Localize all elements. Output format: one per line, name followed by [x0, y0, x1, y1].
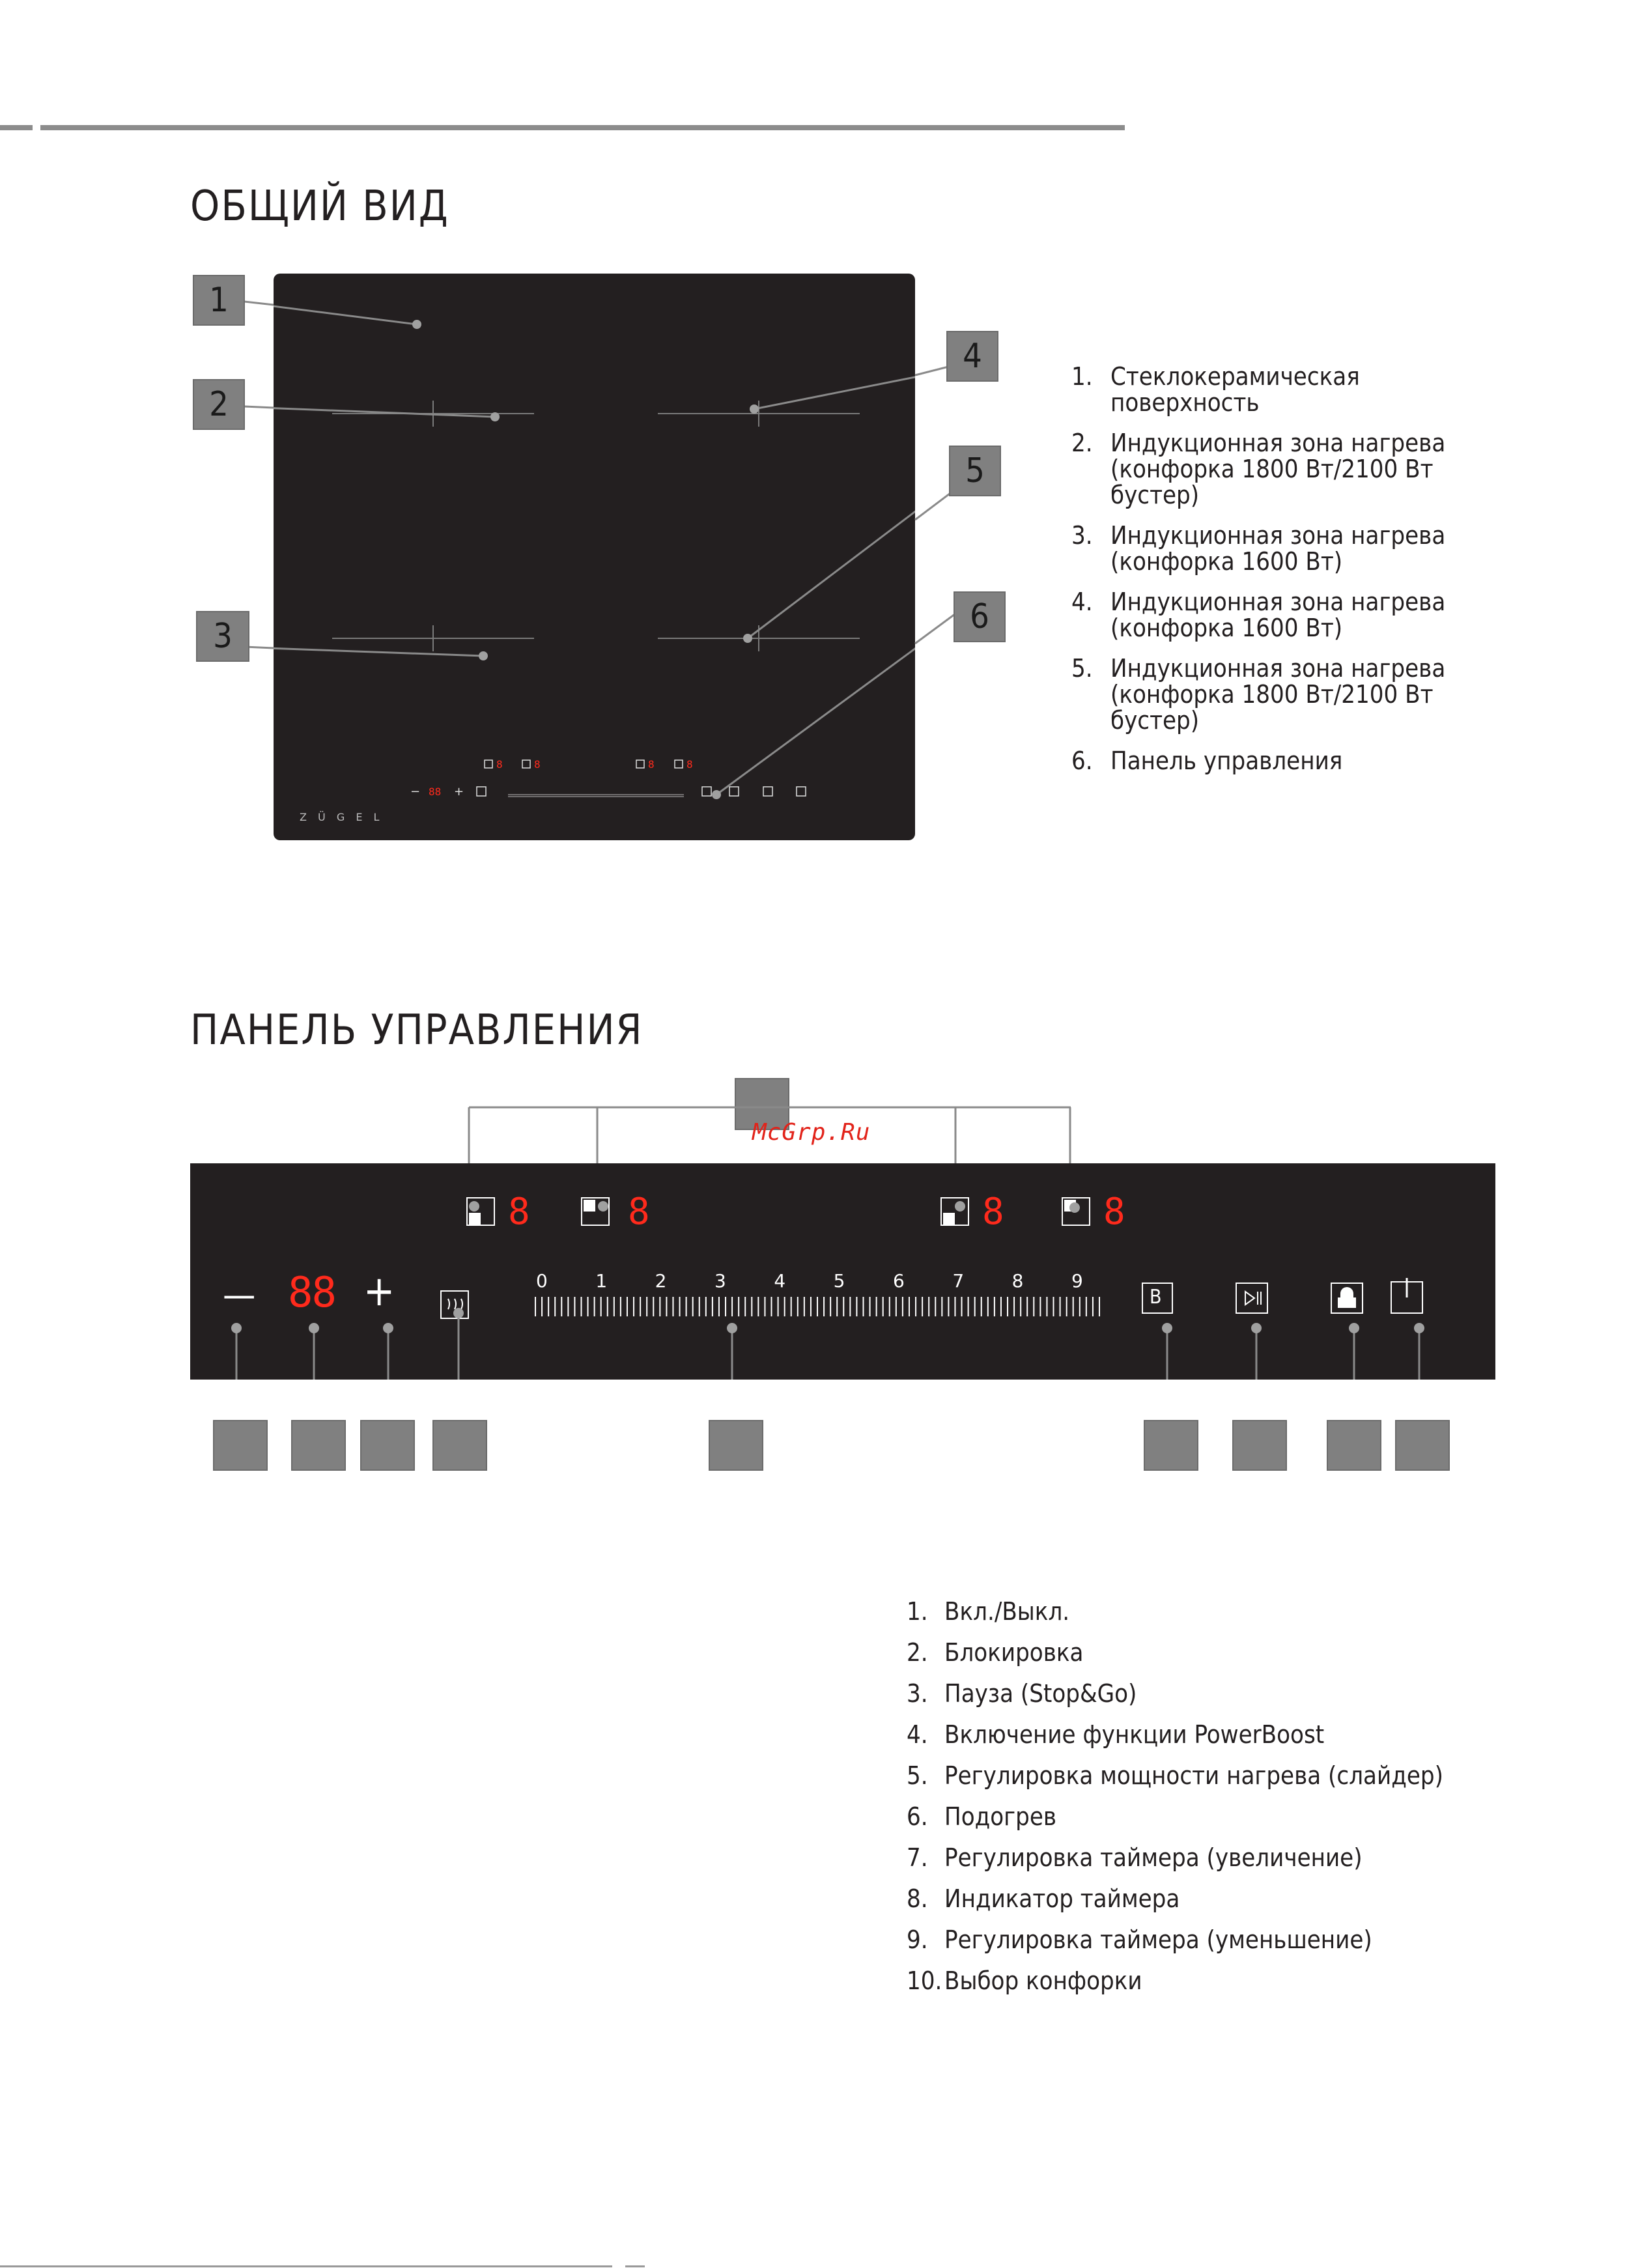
legend-item: 4. Включение функции PowerBoost	[907, 1720, 1325, 1749]
callout-slider	[709, 1420, 763, 1471]
bottom-rule-short	[625, 2265, 645, 2267]
legend-item: 3. Пауза (Stop&Go)	[907, 1679, 1137, 1708]
bottom-rule	[0, 2265, 612, 2267]
legend-item: 7. Регулировка таймера (увеличение)	[907, 1843, 1363, 1872]
svg-text:8: 8	[534, 758, 541, 771]
svg-text:−: −	[410, 785, 421, 799]
timer-minus-button[interactable]: —	[223, 1274, 256, 1316]
svg-text:8: 8	[686, 758, 693, 771]
slider-label: 0	[536, 1270, 548, 1292]
watermark: McGrp.Ru	[752, 1119, 871, 1146]
callout-warming	[432, 1420, 487, 1471]
svg-text:88: 88	[429, 786, 442, 798]
legend-item: 9. Регулировка таймера (уменьшение)	[907, 1925, 1372, 1954]
callout-timer-display	[291, 1420, 346, 1471]
callout-2: 2	[193, 379, 245, 430]
zone-level-1: 8	[508, 1191, 530, 1233]
legend-item: 4. Индукционная зона нагрева (конфорка 1600 Вт)	[1071, 588, 1446, 642]
timer-display: 88	[288, 1269, 336, 1317]
legend-item: 3. Индукционная зона нагрева (конфорка 1600 Вт)	[1071, 521, 1446, 576]
callout-boost	[1144, 1420, 1198, 1471]
slider-labels	[190, 1270, 1495, 1296]
slider-label: 1	[595, 1270, 608, 1292]
callout-lock	[1327, 1420, 1381, 1471]
brand-logo: Z Ü G E L	[300, 811, 384, 823]
timer-plus-button[interactable]: +	[363, 1268, 395, 1316]
legend-item: 5. Индукционная зона нагрева (конфорка 1800 Вт/2100 Вт бустер)	[1071, 654, 1446, 735]
section-title-control-panel: ПАНЕЛЬ УПРАВЛЕНИЯ	[190, 1006, 643, 1055]
callout-power	[1395, 1420, 1450, 1471]
warming-icon	[448, 1299, 462, 1309]
callout-1: 1	[193, 275, 245, 326]
svg-text:8: 8	[496, 758, 503, 771]
slider-label: 6	[893, 1270, 905, 1292]
legend-item: 6. Подогрев	[907, 1802, 1057, 1831]
slider-label: 7	[952, 1270, 965, 1292]
callout-4: 4	[946, 331, 998, 382]
section-title-overview: ОБЩИЙ ВИД	[190, 182, 449, 231]
legend-item: 2. Блокировка	[907, 1638, 1084, 1667]
slider-label: 5	[833, 1270, 845, 1292]
legend-item: 2. Индукционная зона нагрева (конфорка 1800 Вт/2100 Вт бустер)	[1071, 429, 1446, 509]
callout-3: 3	[196, 611, 249, 662]
legend-item: 1. Стеклокерамическая поверхность	[1071, 362, 1360, 417]
zone-level-4: 8	[1103, 1191, 1125, 1233]
legend-item: 8. Индикатор таймера	[907, 1884, 1180, 1913]
legend-item: 5. Регулировка мощности нагрева (слайдер)	[907, 1761, 1443, 1790]
slider-label: 2	[655, 1270, 667, 1292]
legend-item: 10. Выбор конфорки	[907, 1966, 1142, 1995]
zone-level-3: 8	[982, 1191, 1004, 1233]
slider-label: 3	[714, 1270, 726, 1292]
svg-text:8: 8	[648, 758, 655, 771]
callout-pause	[1232, 1420, 1287, 1471]
callout-timer-plus	[360, 1420, 415, 1471]
boost-label: B	[1150, 1286, 1162, 1309]
control-panel	[190, 1163, 1495, 1380]
legend-item: 6. Панель управления	[1071, 746, 1343, 775]
zone-level-2: 8	[628, 1191, 650, 1233]
slider-label: 4	[774, 1270, 786, 1292]
callout-timer-minus	[213, 1420, 268, 1471]
slider-label: 8	[1011, 1270, 1024, 1292]
overview-legend	[1071, 363, 1488, 788]
svg-text:+: +	[454, 785, 464, 799]
callout-5: 5	[949, 446, 1001, 496]
slider-label: 9	[1071, 1270, 1083, 1292]
callout-6: 6	[954, 591, 1006, 642]
legend-item: 1. Вкл./Выкл.	[907, 1597, 1070, 1626]
control-legend	[907, 1598, 1493, 2009]
